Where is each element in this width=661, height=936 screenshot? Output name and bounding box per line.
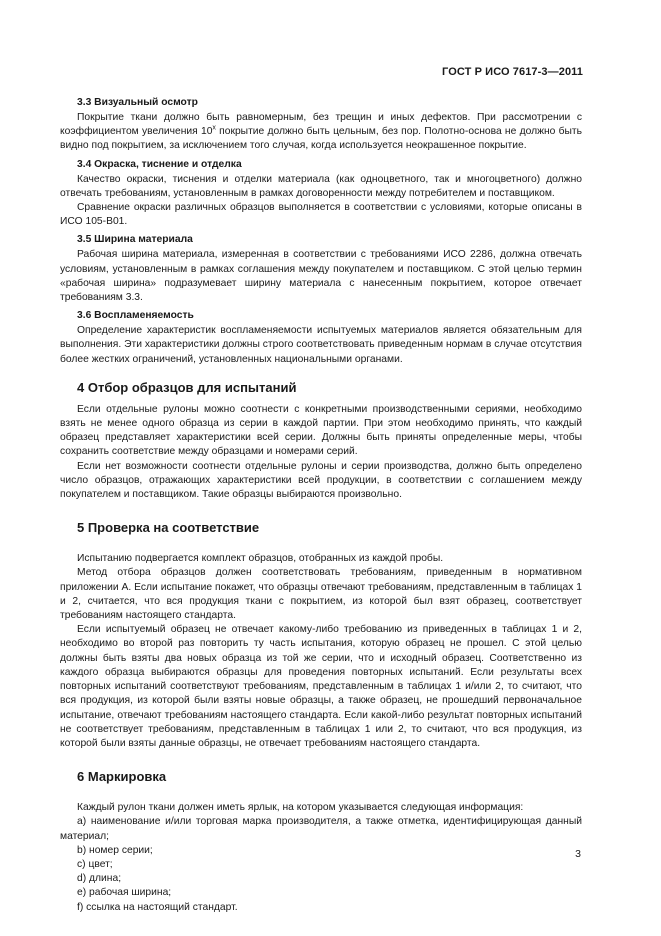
section-6-title: 6 Маркировка <box>77 769 167 785</box>
section-6-intro: Каждый рулон ткани должен иметь ярлык, на котором указывается следующая информация: <box>77 802 524 814</box>
page-number: 3 <box>575 848 581 860</box>
section-4-paragraph-1: Если отдельные рулоны можно соотнести с конкретными производственными сериями, необходимо взять не менее одного образца из серии в каждой партии. При этом необходимо принять, что каждый образец представляет характеристики всей серии. Должны быть приняты определенные меры, чтобы сохранить соответствие между образцами и номерами серий. <box>60 403 582 458</box>
paragraph-text: покрытие должно быть цельным, без пор. Полотно-основа не должно быть видно под покрытием, за исключением того случая, когда используется неокрашенное покрытие. <box>60 126 582 152</box>
document-body <box>60 92 582 915</box>
list-item-e: e) рабочая ширина; <box>77 887 172 899</box>
document-header: ГОСТ Р ИСО 7617-3—2011 <box>442 66 583 78</box>
subsection-3-4-paragraph-2: Сравнение окраски различных образцов выполняется в соответствии с условиями, которые описаны в ИСО 105-В01. <box>60 202 582 228</box>
list-item-f: f) ссылка на настоящий стандарт. <box>77 901 238 913</box>
subsection-3-4-title: 3.4 Окраска, тиснение и отделка <box>77 158 242 170</box>
section-5-paragraph-1: Испытанию подвергается комплект образцов, отобранных из каждой пробы. <box>77 553 444 565</box>
list-item-a: a) наименование и/или торговая марка производителя, а также отметка, идентифицирующая данный материал; <box>60 816 582 842</box>
list-item-c: c) цвет; <box>77 858 113 870</box>
section-4-paragraph-2: Если нет возможности соотнести отдельные рулоны и серии производства, должно быть определено число образцов, отражающих характеристики всей продукции, в соответствии с соглашением между покупателем и поставщиком. Такие образцы выбираются произвольно. <box>60 460 582 501</box>
section-5-paragraph-3: Если испытуемый образец не отвечает какому-либо требованию из приведенных в таблицах 1 и 2, необходимо во второй раз повторить ту часть испытания, которую образец не прошел. С этой целью должны быть взяты два новых образца из той же серии, что и исходный образец. Соответственно из каждого образца выбираются образцы для проведения повторных испытаний. Если результаты всех повторных испытаний соответствуют требованиям, представленным в таблицах 1 и/или 2, то считают, что вся продукция, из которой были взяты новые образцы, а также образец, не прошедший первоначальное испытание, отвечают требованиям настоящего стандарта. Если какой-либо результат повторных испытаний не соответствует требованиям, представленным в таблицах 1 или 2, то считают, что вся продукция, из которой были взяты данные образцы, не отвечает требованиям настоящего стандарта. <box>60 624 582 749</box>
subsection-3-6-paragraph: Определение характеристик воспламеняемости испытуемых материалов является обязательным для выполнения. Эти характеристики должны строго соответствовать приведенным нормам в случае отсутствия более жестких ограничений, установленных национальными органами. <box>60 325 582 365</box>
section-4-title: 4 Отбор образцов для испытаний <box>77 379 297 395</box>
section-5-title: 5 Проверка на соответствие <box>77 520 260 536</box>
section-5-paragraph-2: Метод отбора образцов должен соответствовать требованиям, приведенным в нормативном приложении А. Если испытание покажет, что образцы отвечают требованиям, представленным в таблицах 1 и 2, считается, что вся продукция ткани с покрытием, из которой был взят образец, соответствует требованиям настоящего стандарта. <box>60 567 582 622</box>
subsection-3-4-paragraph-1: Качество окраски, тиснения и отделки материала (как одноцветного, так и многоцветного) должно отвечать требованиям, установленным в рамках договоренности между потребителем и поставщиком. <box>60 173 582 199</box>
subsection-3-3-title: 3.3 Визуальный осмотр <box>77 97 198 108</box>
list-item-b: b) номер серии; <box>77 844 153 856</box>
subsection-3-5-title: 3.5 Ширина материала <box>77 234 193 246</box>
subsection-3-5-paragraph: Рабочая ширина материала, измеренная в соответствии с требованиями ИСО 2286, должна отвечать условиям, установленным в рамках соглашения между покупателем и поставщиком. С этой целью термин «рабочая ширина» подразумевает ширину материала с нанесенным покрытием, которое отвечает требованиям 3.3. <box>60 249 582 304</box>
subsection-3-6-title: 3.6 Воспламеняемость <box>77 310 194 322</box>
superscript-x: x <box>212 124 216 132</box>
paragraph-text: Покрытие ткани должно быть равномерным, без трещин и иных дефектов. При рассмотрении с коэффициентом увеличения 10 <box>60 112 582 138</box>
subsection-3-3-paragraph <box>60 111 582 154</box>
list-item-d: d) длина; <box>77 873 122 885</box>
